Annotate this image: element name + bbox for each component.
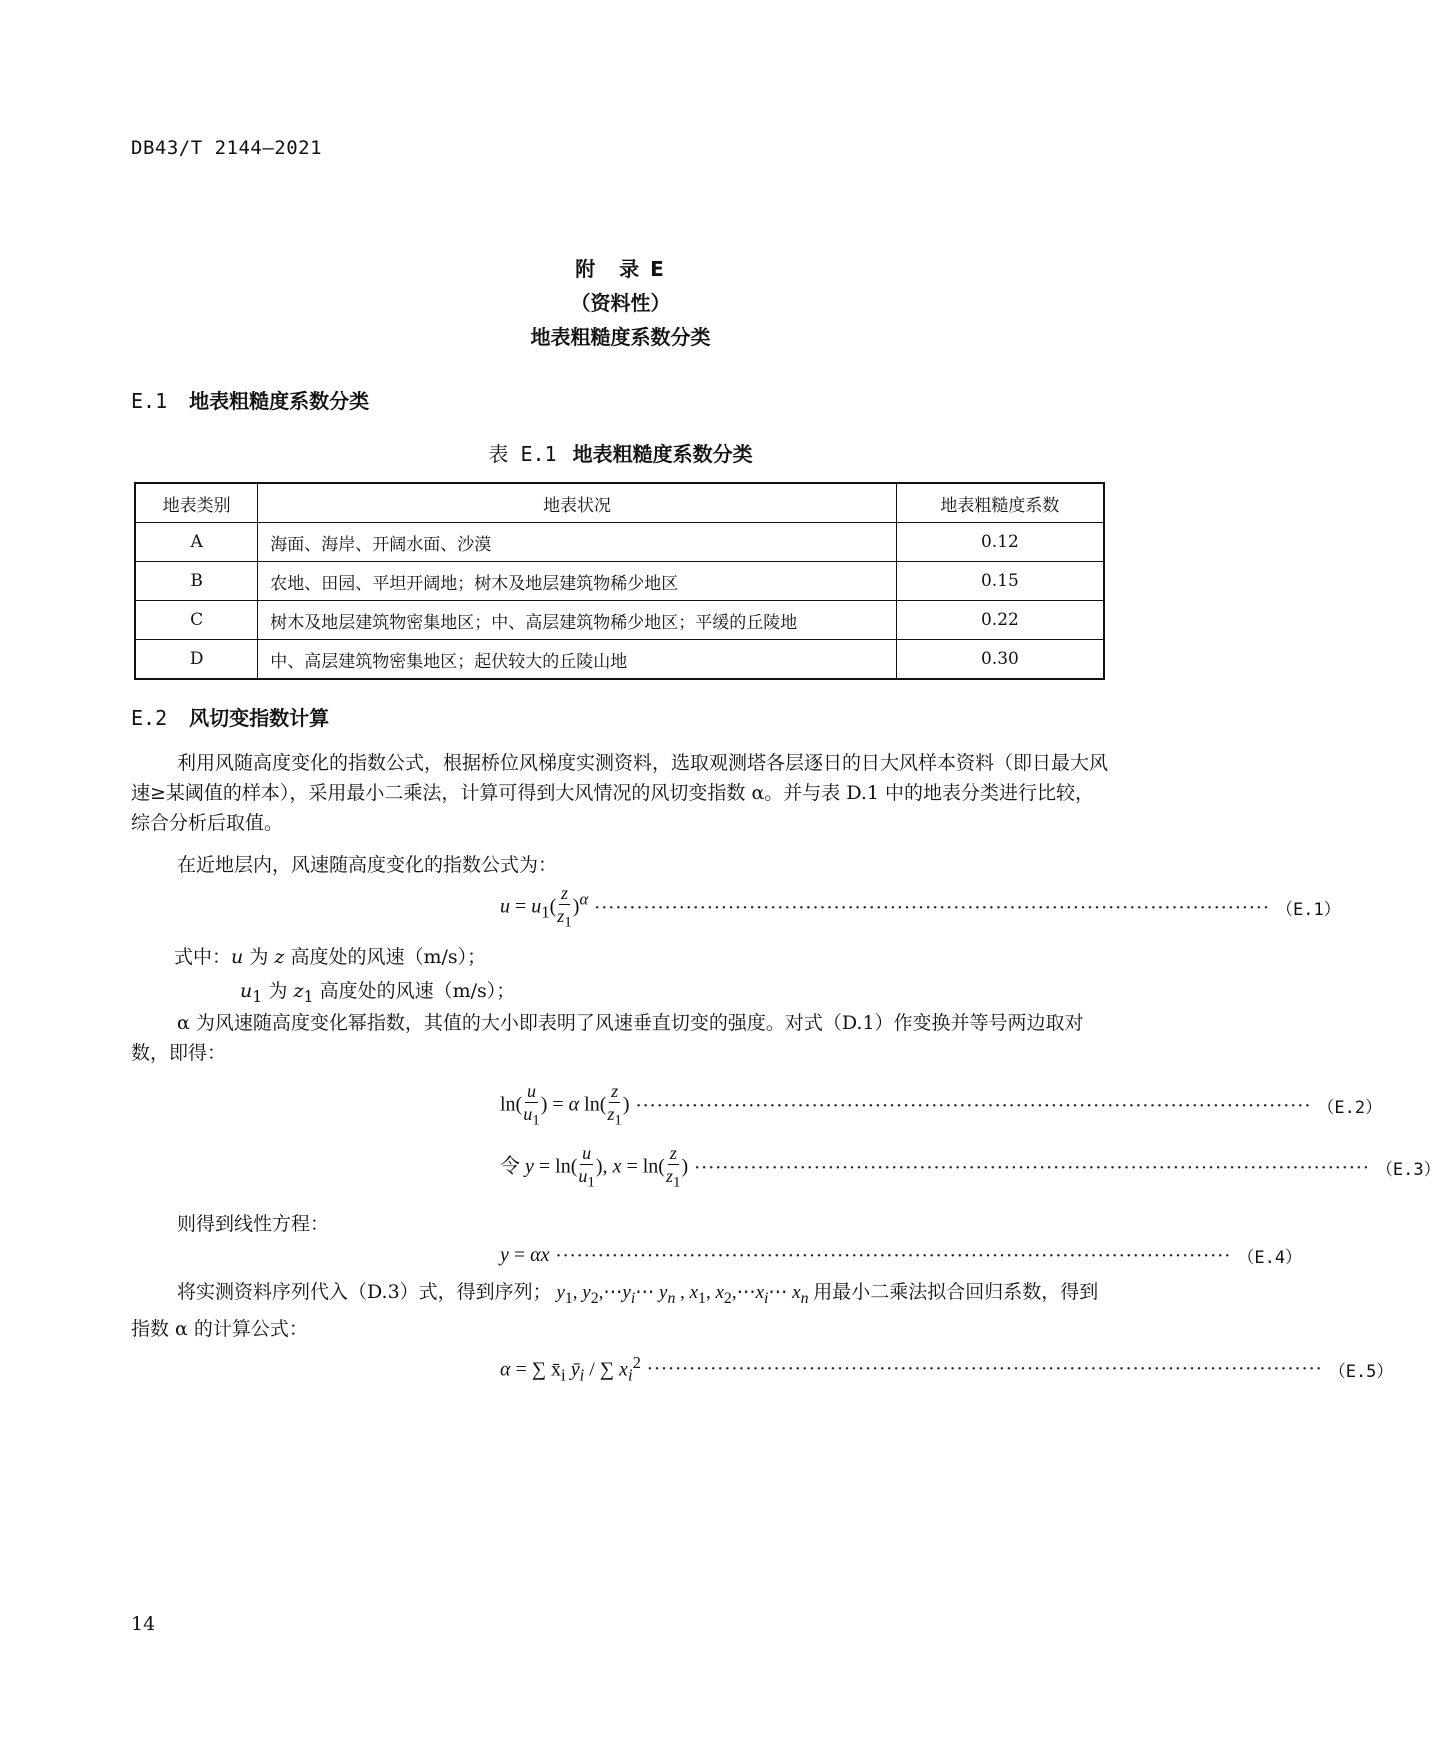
where-wei: 为 xyxy=(249,946,269,968)
table-cell: 中、高层建筑物密集地区；起伏较大的丘陵山地 xyxy=(258,640,897,680)
where-text: 高度处的风速（m/s）； xyxy=(290,946,487,968)
appendix-nature: （资料性） xyxy=(570,291,671,315)
where-wei: 为 xyxy=(268,980,288,1002)
paragraph-series xyxy=(131,1277,1111,1344)
leader-dots: ································································································ xyxy=(594,896,1271,919)
equation-expression: α = ∑ $x̄_i$ $ȳ_i$ / ∑ $x_i^2$ xyxy=(500,1353,641,1385)
equation-number: （E.1） xyxy=(1276,900,1341,921)
equation-e1 xyxy=(500,882,1341,934)
where-line-1: 式中：u 为 z 高度处的风速（m/s）； xyxy=(174,946,487,968)
table-caption-number: 表 E.1 xyxy=(488,442,557,466)
table-cell: C xyxy=(135,601,258,640)
table-row xyxy=(135,523,1104,562)
equation-expression: ln( $\frac{u}{u_1}$ ) = α ln( $\frac{z}{z_1}$ ) xyxy=(500,1081,630,1129)
series-lead: 将实测资料序列代入（D.3）式，得到序列； xyxy=(177,1281,552,1303)
leader-dots: ································································································ xyxy=(635,1094,1312,1117)
table-caption xyxy=(0,438,1241,467)
section-number: E.2 xyxy=(131,706,168,730)
equation-e3 xyxy=(500,1142,1441,1194)
appendix-subject: 地表粗糙度系数分类 xyxy=(530,325,711,349)
table-cell: 0.22 xyxy=(896,601,1104,640)
table-header-cell: 地表状况 xyxy=(258,483,897,523)
roughness-table xyxy=(134,482,1105,680)
paragraph-formula-lead: 在近地层内，风速随高度变化的指数公式为： xyxy=(177,854,558,876)
equation-number: （E.4） xyxy=(1237,1248,1303,1268)
section-title: 地表粗糙度系数分类 xyxy=(189,389,370,413)
table-header-row xyxy=(135,483,1104,523)
table-cell: 0.12 xyxy=(896,523,1104,562)
equation-e5 xyxy=(500,1353,1394,1386)
paragraph-alpha: α 为风速随高度变化幂指数，其值的大小即表明了风速垂直切变的强度。对式（D.1）作变换并等号两边取对数，即得： xyxy=(131,1012,1084,1064)
table-cell: 0.15 xyxy=(896,562,1104,601)
section-heading-e2 xyxy=(131,702,329,731)
where-line-2: $u_1$ 为 $z_1$ 高度处的风速（m/s）； xyxy=(240,980,516,1006)
table-cell: B xyxy=(135,562,258,601)
where-text: 高度处的风速（m/s）； xyxy=(319,980,516,1002)
paragraph-intro: 利用风随高度变化的指数公式，根据桥位风梯度实测资料，选取观测塔各层逐日的日大风样本资料（即日最大风速≥某阈值的样本），采用最小二乘法，计算可得到大风情况的风切变指数 α。并与表 D.1 中的地表分类进行比较，综合分析后取值。 xyxy=(131,752,1109,834)
table-cell: 海面、海岸、开阔水面、沙漠 xyxy=(258,523,897,562)
table-cell: 农地、田园、平坦开阔地；树木及地层建筑物稀少地区 xyxy=(258,562,897,601)
table-header-cell: 地表类别 xyxy=(135,483,258,523)
where-label: 式中： xyxy=(174,946,232,968)
table-cell: A xyxy=(135,523,258,562)
paragraph-linear: 则得到线性方程： xyxy=(177,1213,330,1235)
section-title: 风切变指数计算 xyxy=(189,706,330,730)
series-tail: 用最小二乘法拟合回归系数，得到指数 α 的计算公式： xyxy=(131,1281,1099,1340)
table-row xyxy=(135,601,1104,640)
table-caption-title: 地表粗糙度系数分类 xyxy=(572,442,753,466)
equation-number: （E.2） xyxy=(1317,1098,1383,1119)
page-number: 14 xyxy=(131,1613,156,1635)
table-header-cell: 地表粗糙度系数 xyxy=(896,483,1104,523)
equation-number: （E.3） xyxy=(1375,1160,1441,1181)
table-cell: 树木及地层建筑物密集地区；中、高层建筑物稀少地区；平缓的丘陵地 xyxy=(258,601,897,640)
equation-e4 xyxy=(500,1243,1303,1268)
table-row xyxy=(135,640,1104,680)
equation-expression: y = αx xyxy=(500,1244,550,1266)
leader-dots: ································································································ xyxy=(555,1244,1232,1267)
leader-dots: ································································································ xyxy=(694,1156,1370,1179)
table-cell: 0.30 xyxy=(896,640,1104,680)
equation-expression: $u = u_1$( $\frac{z}{z_1}$ )$^\alpha$ xyxy=(500,883,589,931)
document-code: DB43/T 2144—2021 xyxy=(131,137,323,159)
section-heading-e1 xyxy=(131,385,369,414)
section-number: E.1 xyxy=(131,389,168,413)
leader-dots: ································································································ xyxy=(646,1358,1323,1381)
series-expression: $y_1$, $y_2,\cdots y_i\cdots$ $y_n$ , $x_1$, $x_2,\cdots x_i\cdots$ $x_n$ xyxy=(556,1282,809,1307)
table-row xyxy=(135,562,1104,601)
let-word: 令 xyxy=(500,1155,520,1178)
equation-expression: 令 y = ln( $\frac{u}{u_1}$ ), x = ln( $\frac{z}{z_1}$ ) xyxy=(500,1143,689,1191)
equation-number: （E.5） xyxy=(1328,1361,1394,1382)
equation-e2 xyxy=(500,1080,1383,1132)
table-cell: D xyxy=(135,640,258,680)
appendix-title: 附 录 E xyxy=(575,257,666,281)
